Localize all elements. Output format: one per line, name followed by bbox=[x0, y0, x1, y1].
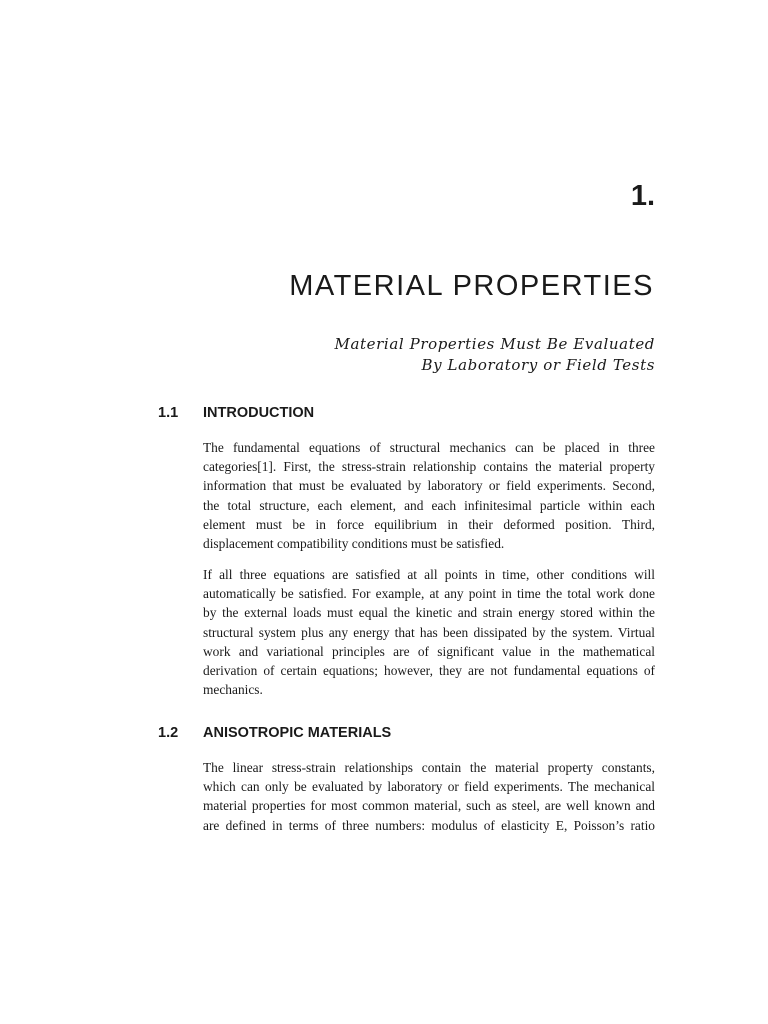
section-title: INTRODUCTION bbox=[203, 405, 315, 421]
chapter-epigraph bbox=[335, 334, 655, 376]
section-number: 1.1 bbox=[158, 405, 179, 421]
text-line: displacement compatibility conditions must be satisfied. bbox=[203, 536, 505, 552]
text-line: automatically be satisfied. For example, at any point in time the total work done bbox=[203, 586, 655, 602]
paragraph-introduction-2 bbox=[203, 565, 655, 699]
paragraph-anisotropic-1 bbox=[203, 758, 655, 835]
chapter-number: 1. bbox=[630, 180, 655, 212]
text-line: structural system plus any energy that has been dissipated by the system. Virtual bbox=[203, 624, 655, 640]
text-line: The linear stress-strain relationships contain the material property constants, bbox=[203, 760, 655, 775]
section-heading-introduction bbox=[158, 405, 314, 421]
text-line: material properties for most common material, such as steel, are well known and bbox=[203, 798, 655, 814]
text-line: are defined in terms of three numbers: modulus of elasticity E, Poisson’s ratio bbox=[203, 817, 655, 833]
text-line: work and variational principles are of significant value in the mathematical bbox=[203, 643, 655, 659]
chapter-title: MATERIAL PROPERTIES bbox=[289, 270, 654, 302]
text-line: which can only be evaluated by laboratory or field experiments. The mechanical bbox=[203, 779, 655, 795]
text-line: derivation of certain equations; however, they are not fundamental equations of bbox=[203, 663, 655, 679]
text-line: mechanics. bbox=[203, 682, 263, 698]
text-line: by the external loads must equal the kinetic and strain energy stored within the bbox=[203, 605, 655, 621]
text-line: categories[1]. First, the stress-strain relationship contains the material property bbox=[203, 459, 655, 475]
text-line: The fundamental equations of structural mechanics can be placed in three bbox=[203, 440, 655, 455]
epigraph-line: By Laboratory or Field Tests bbox=[421, 356, 655, 374]
text-line: the total structure, each element, and each infinitesimal particle within each bbox=[203, 497, 655, 513]
text-line: If all three equations are satisfied at all points in time, other conditions will bbox=[203, 567, 655, 582]
section-number: 1.2 bbox=[158, 725, 179, 741]
section-title: ANISOTROPIC MATERIALS bbox=[203, 725, 392, 741]
epigraph-line: Material Properties Must Be Evaluated bbox=[334, 335, 655, 353]
text-line: information that must be evaluated by laboratory or field experiments. Second, bbox=[203, 478, 655, 494]
section-heading-anisotropic-materials bbox=[158, 725, 391, 741]
text-line: element must be in force equilibrium in their deformed position. Third, bbox=[203, 516, 655, 532]
paragraph-introduction-1 bbox=[203, 438, 655, 553]
